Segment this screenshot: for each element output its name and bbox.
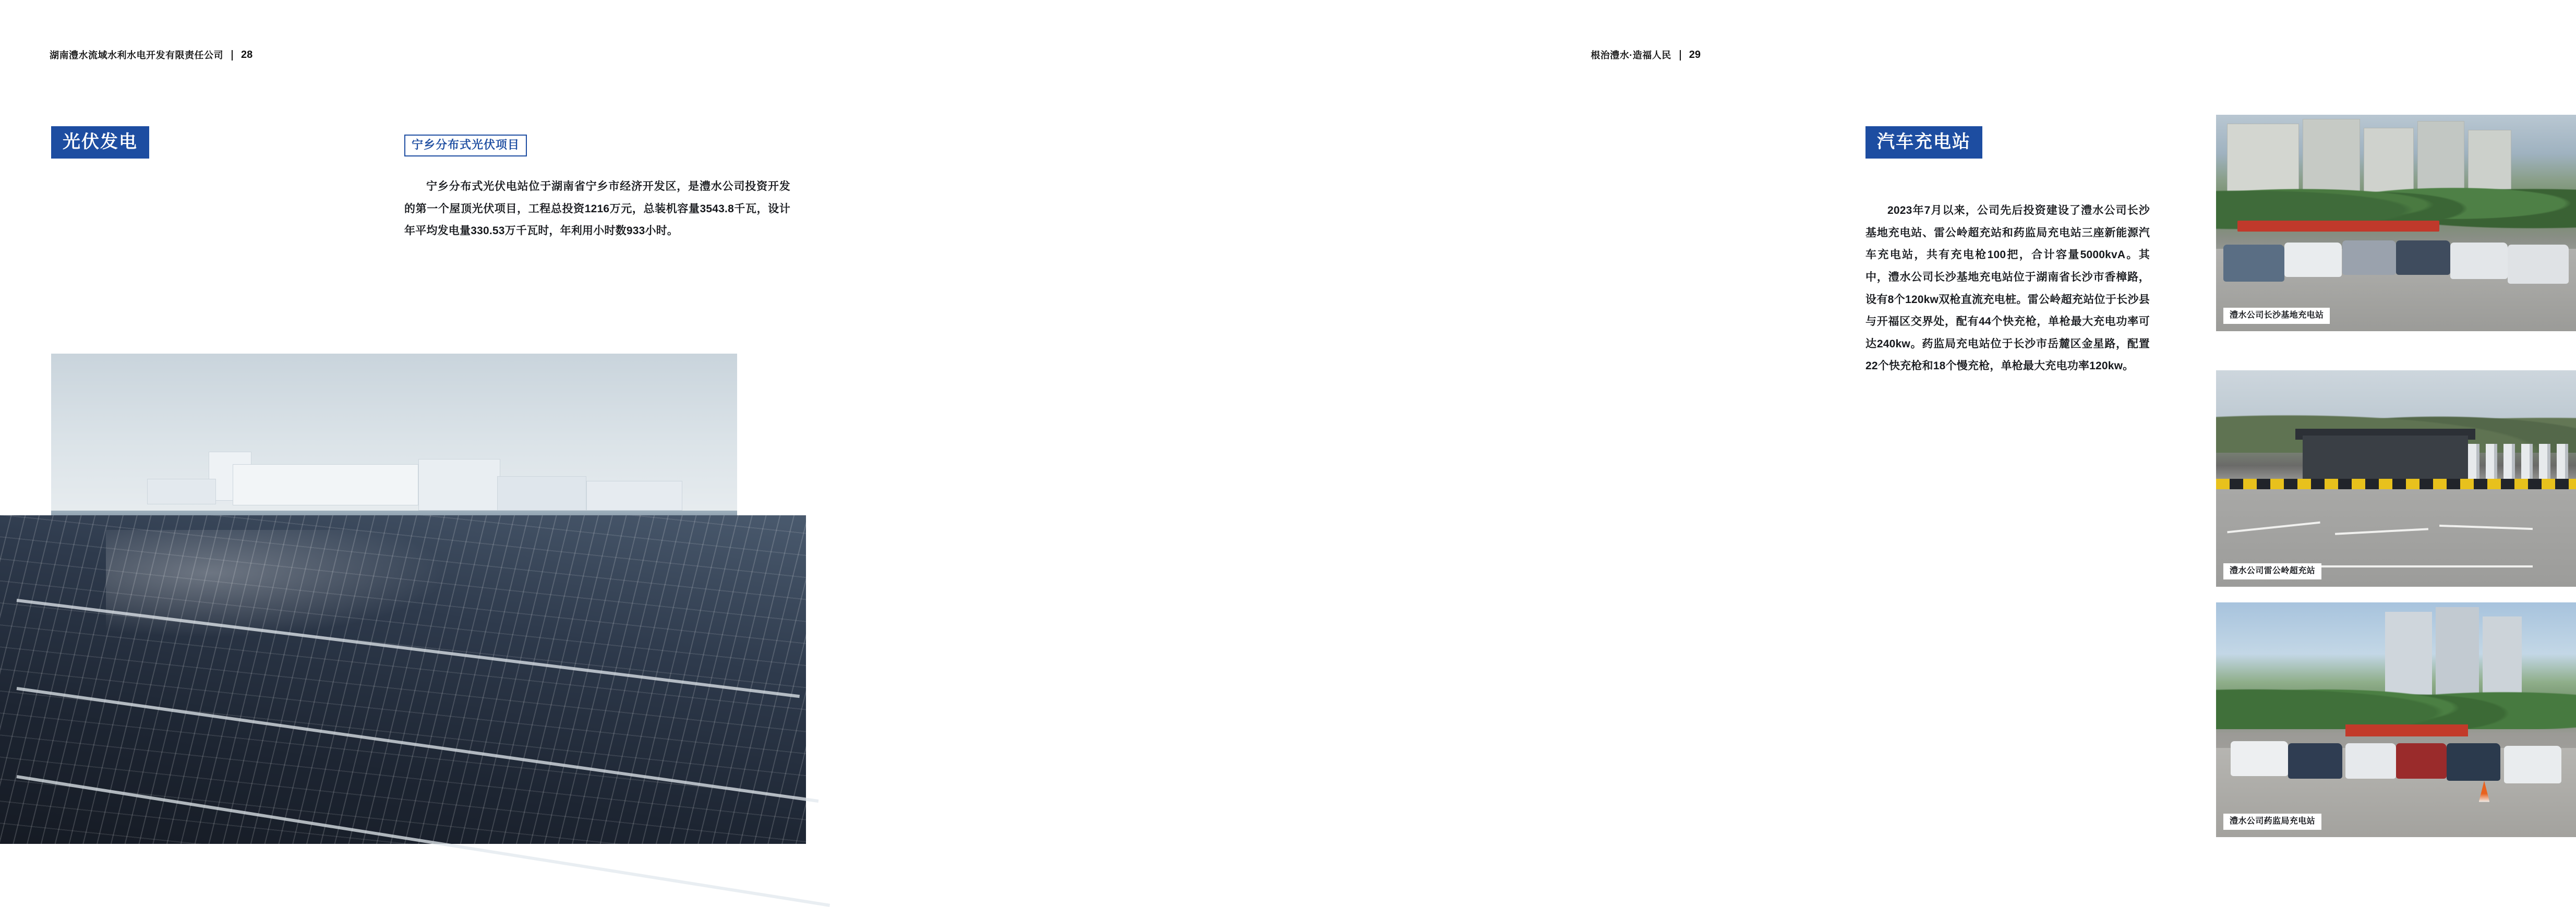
photo-building: [497, 476, 586, 511]
photo-changsha-base-charging-station: [2216, 115, 2576, 331]
photo-caption: 澧水公司长沙基地充电站: [2223, 308, 2330, 324]
photo-charging-piles: [2468, 444, 2569, 483]
left-body-paragraph: 宁乡分布式光伏电站位于湖南省宁乡市经济开发区，是澧水公司投资开发的第一个屋顶光伏项目，工程总投资1216万元，总装机容量3543.8千瓦，设计年平均发电量330.53万千瓦时，年利用小时数933小时。: [404, 180, 790, 237]
photo-car: [2231, 741, 2288, 777]
right-page: [875, 0, 2324, 887]
project-subtitle-ningxiang: 宁乡分布式光伏项目: [404, 135, 527, 156]
left-page: [0, 0, 875, 887]
photo-trees: [2216, 673, 2576, 729]
running-head-slogan: 根治澧水·造福人民: [1591, 50, 1671, 61]
photo-car: [2450, 243, 2508, 280]
photo-car: [2396, 240, 2450, 275]
photo-building: [233, 464, 418, 506]
right-body-paragraph: 2023年7月以来，公司先后投资建设了澧水公司长沙基地充电站、雷公岭超充站和药监局充电站三座新能源汽车充电站，共有充电枪100把，合计容量5000kvA。其中，澧水公司长沙基地充电站位于湖南省长沙市香樟路，设有8个120kw双枪直流充电桩。雷公岭超充站位于长沙县与开福区交界处，配有44个快充枪，单枪最大充电功率可达240kw。药监局充电站位于长沙市岳麓区金星路，配置22个快充枪和18个慢充枪，单枪最大充电功率120kw。: [1865, 204, 2150, 372]
running-head-company: 湖南澧水流域水利水电开发有限责任公司: [50, 50, 223, 61]
running-head-right: [1591, 48, 1701, 62]
left-body-text: [404, 176, 790, 243]
photo-car: [2508, 245, 2569, 284]
running-head-left: [50, 48, 252, 62]
photo-car: [2396, 743, 2447, 779]
section-banner-charging-station: 汽车充电站: [1865, 126, 1982, 159]
photo-canopy: [2303, 436, 2468, 483]
photo-sun-glare: [106, 530, 449, 638]
photo-drug-administration-charging-station: [2216, 602, 2576, 837]
photo-car: [2284, 243, 2342, 277]
photo-car: [2288, 743, 2342, 779]
photo-caption: 澧水公司药监局充电站: [2223, 814, 2321, 830]
photo-building: [586, 481, 682, 510]
photo-leigongling-supercharging-station: [2216, 370, 2576, 587]
photo-car: [2345, 743, 2396, 779]
photo-red-banner: [2345, 724, 2468, 736]
page-number-left: 28: [241, 49, 253, 61]
right-body-text: [1865, 200, 2150, 378]
photo-car: [2342, 240, 2397, 275]
photo-car: [2504, 746, 2561, 783]
photo-car: [2447, 743, 2501, 781]
photo-caption: 澧水公司雷公岭超充站: [2223, 563, 2321, 579]
photo-curb-stripes: [2216, 479, 2576, 490]
photo-red-banner: [2237, 221, 2439, 232]
photo-car: [2223, 245, 2284, 282]
page-number-right: 29: [1689, 49, 1701, 61]
section-banner-photovoltaic: 光伏发电: [51, 126, 149, 159]
running-head-divider: [232, 50, 233, 61]
photo-rooftop-solar-array: [51, 354, 737, 844]
running-head-divider: [1680, 50, 1681, 61]
photo-building: [418, 459, 501, 511]
photo-building: [147, 479, 216, 504]
